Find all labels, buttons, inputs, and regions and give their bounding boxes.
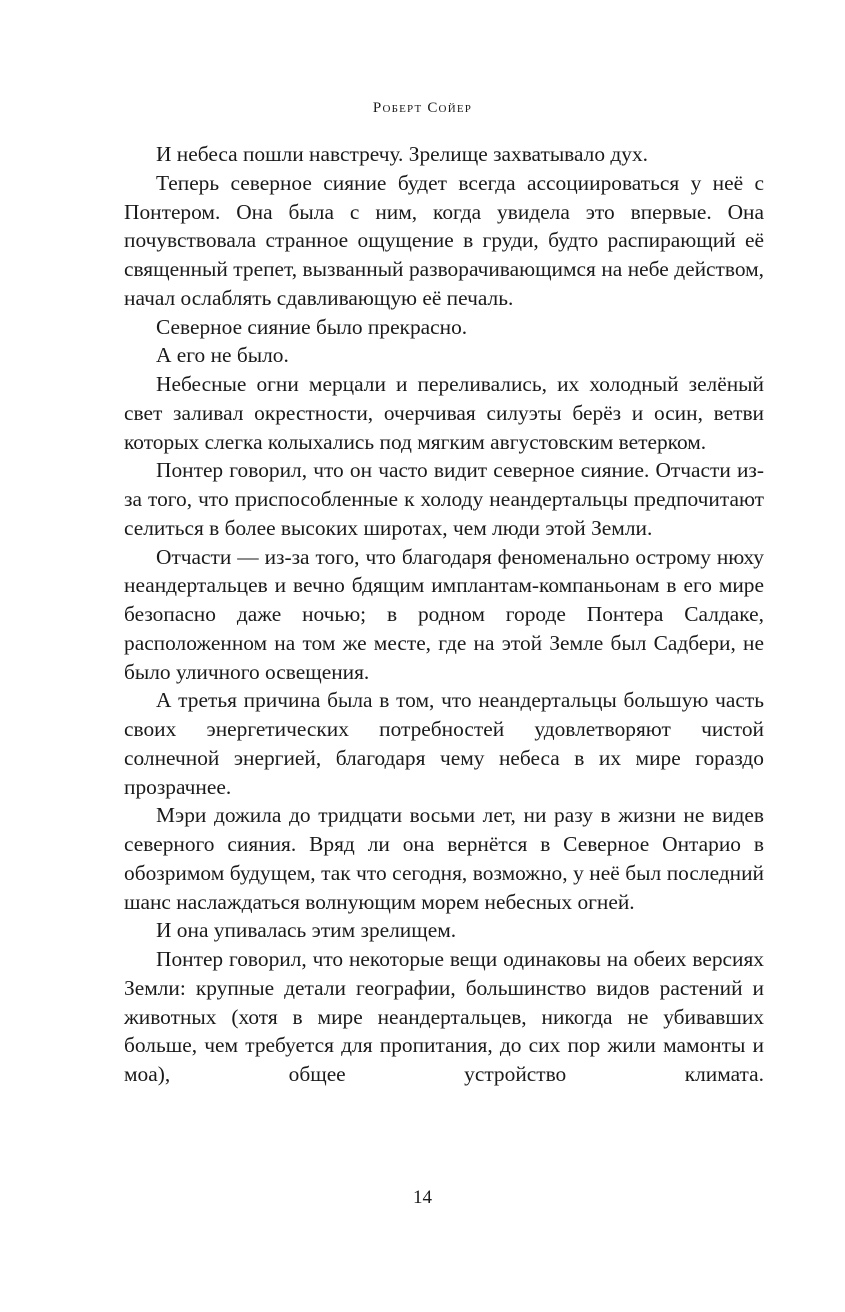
- paragraph: А третья причина была в том, что неандертальцы большую часть своих энергетических потребностей удовлетворяют чистой солнечной энергией, благодаря чему небеса в их мире гораздо прозрачнее.: [124, 688, 764, 799]
- paragraph: Понтер говорил, что некоторые вещи одинаковы на обеих версиях Земли: крупные детали географии, большинство видов растений и животных (хотя в мире неандертальцев, никогда не убивавших больше, чем требуется для пропитания, до сих пор жили мамонты и моа), общее устройство климата.: [124, 947, 764, 1086]
- paragraph: И она упивалась этим зрелищем.: [156, 918, 457, 943]
- paragraph: И небеса пошли навстречу. Зрелище захватывало дух.: [156, 142, 649, 166]
- paragraph: Теперь северное сияние будет всегда ассоциироваться у неё с Понтером. Она была с ним, когда увидела это впервые. Она почувствовала странное ощущение в груди, будто распирающий её священный трепет, вызванный разворачивающимся на небе действом, начал ослаблять сдавливающую её печаль.: [124, 170, 764, 310]
- body-text: [124, 140, 764, 1089]
- paragraph: Отчасти — из-за того, что благодаря феноменально острому нюху неандертальцев и вечно бдящим имплантам-компаньонам в его мире безопасно даже ночью; в родном городе Понтера Салдаке, расположенном на том же месте, где на этой Земле был Садбери, не было уличного освещения.: [124, 544, 764, 684]
- paragraph: Небесные огни мерцали и переливались, их холодный зелёный свет заливал окрестности, очерчивая силуэты берёз и осин, ветви которых слегка колыхались под мягким августовским ветерком.: [124, 372, 764, 454]
- page-number: 14: [413, 1187, 432, 1208]
- paragraph: Мэри дожила до тридцати восьми лет, ни разу в жизни не видев северного сияния. Вряд ли она вернётся в Северное Онтарио в обозримом будущем, так что сегодня, возможно, у неё был последний шанс наслаждаться волнующим морем небесных огней.: [124, 803, 764, 914]
- paragraph: Понтер говорил, что он часто видит северное сияние. Отчасти из-за того, что приспособленные к холоду неандертальцы предпочитают селиться в более высоких широтах, чем люди этой Земли.: [124, 458, 764, 540]
- paragraph: А его не было.: [156, 343, 289, 368]
- running-header: Роберт Сойер: [372, 100, 473, 116]
- paragraph: Северное сияние было прекрасно.: [156, 314, 468, 339]
